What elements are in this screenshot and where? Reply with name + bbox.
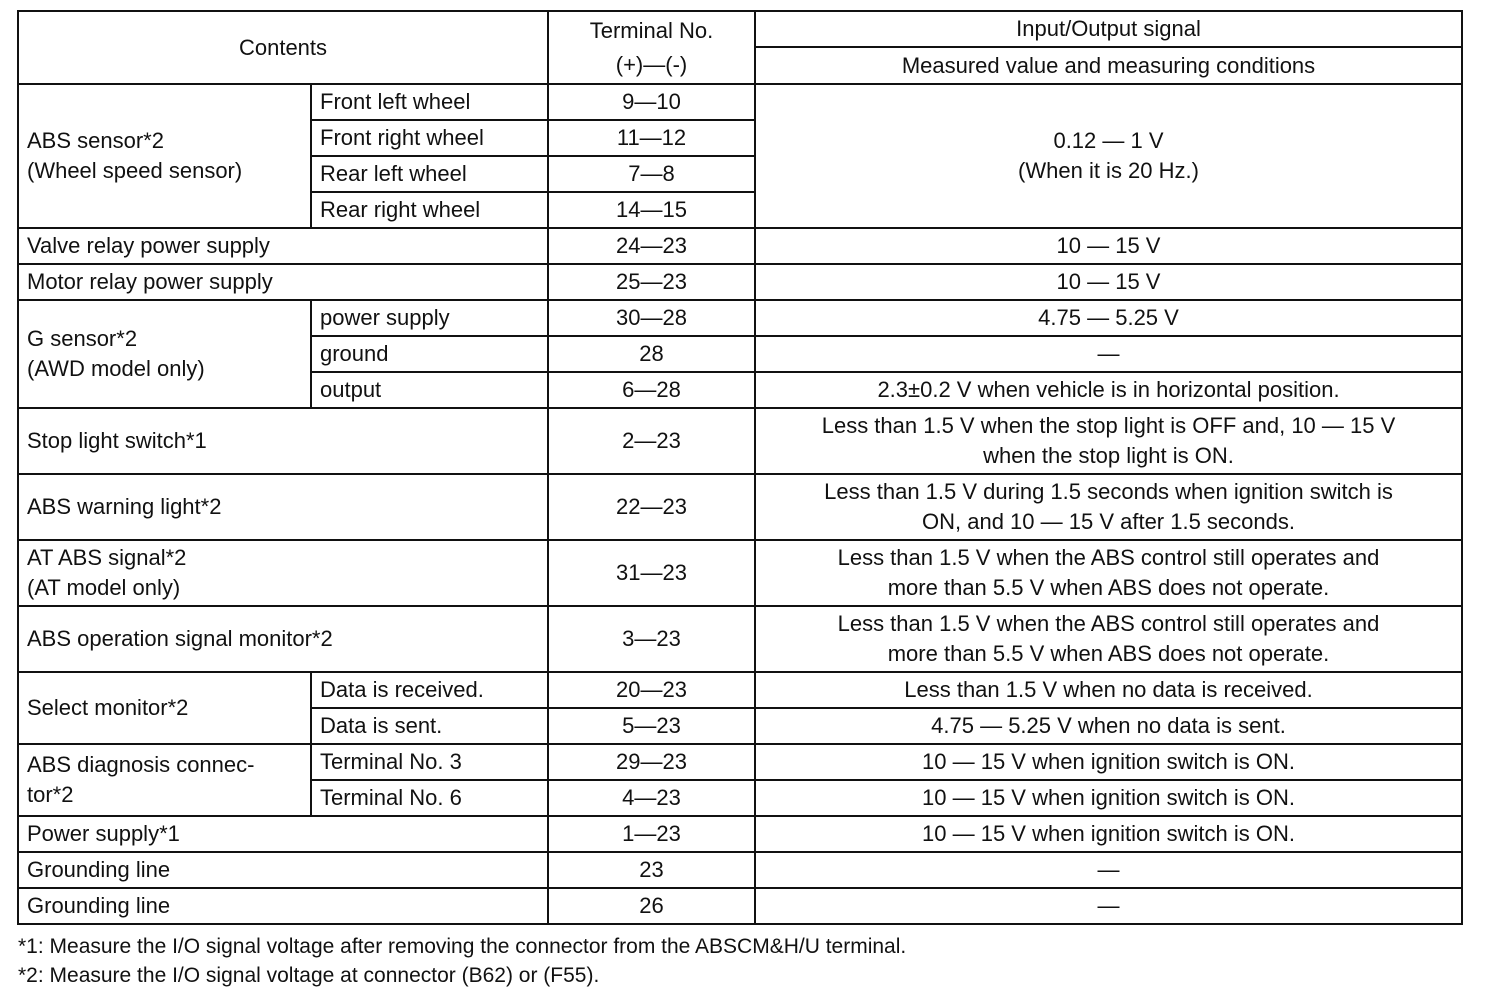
sub-label: Data is sent.	[311, 708, 548, 744]
value-cell: Less than 1.5 V when no data is received.	[755, 672, 1462, 708]
row-label-line: AT ABS signal*2	[27, 545, 187, 570]
table-row	[18, 84, 1462, 120]
sub-label: power supply	[311, 300, 548, 336]
terminal-cell: 24—23	[548, 228, 755, 264]
table-row	[18, 300, 1462, 336]
sub-label: output	[311, 372, 548, 408]
row-label: Stop light switch*1	[18, 408, 548, 474]
terminal-cell: 4—23	[548, 780, 755, 816]
value-line: Less than 1.5 V when the stop light is OFF and, 10 — 15 V	[821, 413, 1396, 438]
row-label: Grounding line	[18, 852, 548, 888]
terminal-cell: 6—28	[548, 372, 755, 408]
value-line: more than 5.5 V when ABS does not operate.	[887, 641, 1330, 666]
sub-label: Terminal No. 6	[311, 780, 548, 816]
abs-sensor-value-line2: (When it is 20 Hz.)	[1018, 158, 1199, 183]
terminal-cell: 29—23	[548, 744, 755, 780]
table-row	[18, 852, 1462, 888]
value-cell: —	[755, 888, 1462, 924]
terminal-cell: 1—23	[548, 816, 755, 852]
abs-sensor-label-line2: (Wheel speed sensor)	[27, 158, 243, 183]
terminal-cell: 28	[548, 336, 755, 372]
value-line: Less than 1.5 V when the ABS control still operates and	[837, 545, 1380, 570]
terminal-cell: 31—23	[548, 540, 755, 606]
value-cell: —	[755, 852, 1462, 888]
value-cell: 4.75 — 5.25 V when no data is sent.	[755, 708, 1462, 744]
abs-diag-label-line2: tor*2	[27, 782, 74, 807]
value-line: Less than 1.5 V during 1.5 seconds when ignition switch is	[824, 479, 1393, 504]
value-cell	[755, 540, 1462, 606]
value-line: Less than 1.5 V when the ABS control still operates and	[837, 611, 1380, 636]
value-cell	[755, 408, 1462, 474]
value-cell: 4.75 — 5.25 V	[755, 300, 1462, 336]
table-row	[18, 606, 1462, 672]
terminal-cell: 14—15	[548, 192, 755, 228]
io-signal-table	[17, 10, 1463, 925]
terminal-cell: 22—23	[548, 474, 755, 540]
table-row	[18, 264, 1462, 300]
abs-sensor-value-line1: 0.12 — 1 V	[1053, 128, 1164, 153]
value-cell: 10 — 15 V when ignition switch is ON.	[755, 816, 1462, 852]
value-line: more than 5.5 V when ABS does not operate.	[887, 575, 1330, 600]
terminal-cell: 25—23	[548, 264, 755, 300]
table-row	[18, 744, 1462, 780]
table-row	[18, 228, 1462, 264]
header-contents: Contents	[18, 11, 548, 84]
footnote-2: *2: Measure the I/O signal voltage at connector (B62) or (F55).	[18, 964, 600, 987]
abs-sensor-label	[18, 84, 311, 228]
value-cell: 10 — 15 V	[755, 228, 1462, 264]
terminal-cell: 23	[548, 852, 755, 888]
header-terminal-no-line2: (+)—(-)	[615, 51, 688, 77]
g-sensor-label-line2: (AWD model only)	[27, 356, 205, 381]
header-io-signal: Input/Output signal	[755, 11, 1462, 47]
row-label	[18, 540, 548, 606]
sub-label: Rear right wheel	[311, 192, 548, 228]
table-row	[18, 474, 1462, 540]
footnotes	[18, 932, 906, 990]
table-row	[18, 540, 1462, 606]
terminal-cell: 30—28	[548, 300, 755, 336]
value-line: when the stop light is ON.	[983, 443, 1234, 468]
row-label: Power supply*1	[18, 816, 548, 852]
value-cell: 10 — 15 V	[755, 264, 1462, 300]
terminal-cell: 11—12	[548, 120, 755, 156]
g-sensor-label-line1: G sensor*2	[27, 326, 138, 351]
sub-label: ground	[311, 336, 548, 372]
abs-diag-label-line1: ABS diagnosis connec-	[27, 752, 255, 777]
value-cell: 10 — 15 V when ignition switch is ON.	[755, 780, 1462, 816]
header-terminal-no-line1: Terminal No.	[589, 17, 714, 43]
sub-label: Terminal No. 3	[311, 744, 548, 780]
row-label: Motor relay power supply	[18, 264, 548, 300]
sub-label: Rear left wheel	[311, 156, 548, 192]
table-row	[18, 888, 1462, 924]
footnote-1: *1: Measure the I/O signal voltage after removing the connector from the ABSCM&H/U terminal.	[18, 935, 907, 958]
value-cell: 10 — 15 V when ignition switch is ON.	[755, 744, 1462, 780]
terminal-cell: 7—8	[548, 156, 755, 192]
row-label: Valve relay power supply	[18, 228, 548, 264]
row-label: ABS warning light*2	[18, 474, 548, 540]
abs-diag-label	[18, 744, 311, 816]
g-sensor-label	[18, 300, 311, 408]
terminal-cell: 9—10	[548, 84, 755, 120]
value-cell: —	[755, 336, 1462, 372]
terminal-cell: 3—23	[548, 606, 755, 672]
sub-label: Front right wheel	[311, 120, 548, 156]
header-terminal-no	[548, 11, 755, 84]
header-measured-value: Measured value and measuring conditions	[755, 47, 1462, 84]
abs-sensor-value	[755, 84, 1462, 228]
value-cell: 2.3±0.2 V when vehicle is in horizontal position.	[755, 372, 1462, 408]
terminal-cell: 26	[548, 888, 755, 924]
sub-label: Data is received.	[311, 672, 548, 708]
value-cell	[755, 606, 1462, 672]
terminal-cell: 5—23	[548, 708, 755, 744]
terminal-cell: 2—23	[548, 408, 755, 474]
table-row	[18, 816, 1462, 852]
row-label: Grounding line	[18, 888, 548, 924]
sub-label: Front left wheel	[311, 84, 548, 120]
table-row	[18, 408, 1462, 474]
terminal-cell: 20—23	[548, 672, 755, 708]
value-cell	[755, 474, 1462, 540]
table-row	[18, 672, 1462, 708]
row-label: ABS operation signal monitor*2	[18, 606, 548, 672]
row-label-line: (AT model only)	[27, 575, 181, 600]
select-monitor-label: Select monitor*2	[18, 672, 311, 744]
abs-sensor-label-line1: ABS sensor*2	[27, 128, 164, 153]
value-line: ON, and 10 — 15 V after 1.5 seconds.	[922, 509, 1295, 534]
